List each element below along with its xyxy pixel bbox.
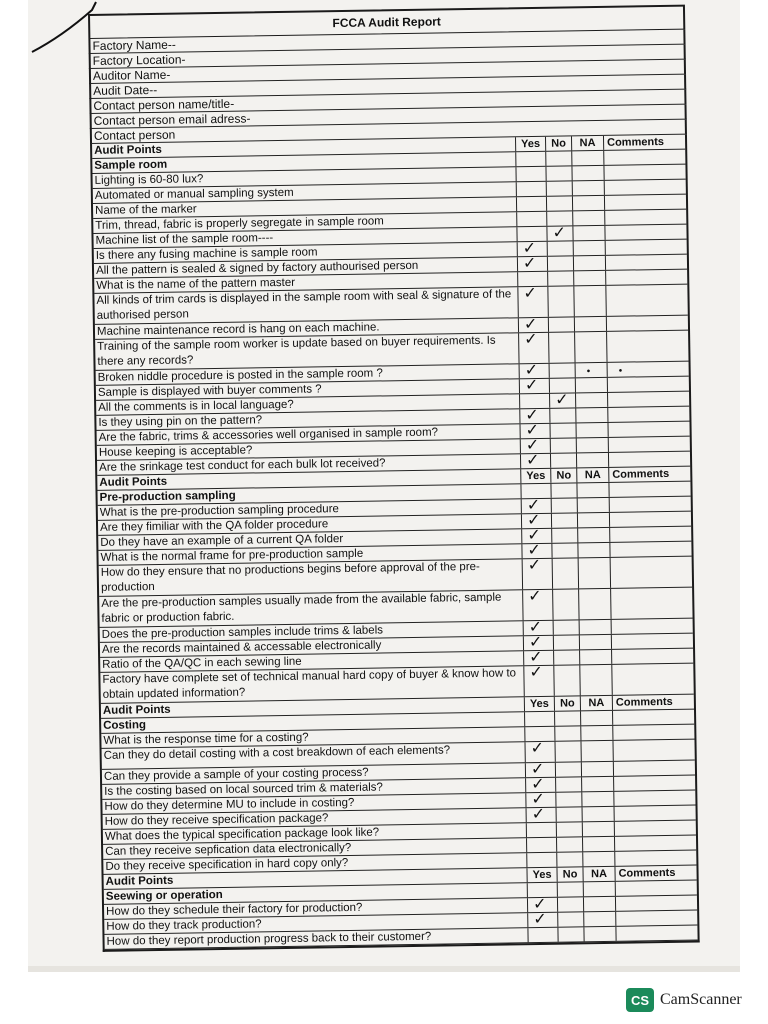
comments-cell bbox=[606, 270, 687, 285]
comments-cell bbox=[610, 512, 691, 527]
comments-cell bbox=[615, 806, 696, 821]
na-cell bbox=[581, 741, 613, 762]
na-cell bbox=[573, 181, 605, 196]
na-cell bbox=[580, 665, 612, 695]
yes-cell bbox=[517, 212, 547, 226]
camscanner-logo-icon: CS bbox=[626, 988, 654, 1012]
no-cell bbox=[547, 181, 573, 195]
na-cell bbox=[584, 912, 616, 927]
no-check-mark: ✓ bbox=[552, 222, 567, 242]
comments-cell bbox=[608, 407, 689, 422]
na-cell bbox=[576, 393, 608, 408]
comments-cell bbox=[608, 392, 689, 407]
yes-check-mark: ✓ bbox=[525, 449, 540, 470]
yes-cell bbox=[527, 823, 557, 837]
audit-item-text: Is there any fusing machine is sample room bbox=[94, 242, 518, 263]
no-cell bbox=[551, 483, 577, 497]
header-no: No bbox=[546, 136, 572, 150]
audit-item-text: What is the name of the pattern master bbox=[94, 272, 518, 293]
comments-cell bbox=[609, 452, 690, 467]
comments-cell bbox=[614, 776, 695, 791]
audit-item-text: Are the fabric, trims & accessories well organised in sample room? bbox=[97, 424, 521, 445]
no-cell bbox=[555, 741, 581, 761]
na-cell bbox=[582, 777, 614, 792]
comments-cell bbox=[613, 710, 694, 725]
comments-cell bbox=[613, 725, 694, 740]
yes-check-mark: ✓ bbox=[523, 282, 537, 303]
yes-cell bbox=[523, 585, 553, 620]
no-check-mark: ✓ bbox=[554, 389, 569, 409]
header-na: NA bbox=[583, 867, 615, 882]
yes-check-mark: ✓ bbox=[530, 737, 545, 758]
yes-check-mark: ✓ bbox=[528, 631, 543, 652]
comments-dot-mark: • bbox=[618, 365, 623, 377]
na-cell bbox=[578, 543, 610, 558]
audit-item-text: Can they do detail costing with a cost breakdown of each elements? bbox=[102, 742, 526, 769]
yes-cell bbox=[518, 282, 548, 317]
audit-item-text: All the comments is in local language? bbox=[96, 394, 520, 415]
yes-check-mark: ✓ bbox=[530, 773, 545, 794]
audit-item-text: How do they schedule their factory for production? bbox=[104, 898, 528, 919]
yes-cell bbox=[521, 449, 551, 470]
report-title: FCCA Audit Report bbox=[88, 5, 685, 39]
no-cell bbox=[549, 317, 575, 331]
yes-check-mark: ✓ bbox=[530, 758, 545, 779]
audit-item-text: Ratio of the QA/QC in each sewing line bbox=[100, 651, 524, 672]
yes-cell bbox=[518, 252, 548, 273]
yes-cell bbox=[524, 661, 554, 696]
na-cell bbox=[576, 423, 608, 438]
header-na: NA bbox=[577, 468, 609, 483]
na-cell bbox=[572, 151, 604, 166]
na-cell bbox=[578, 513, 610, 528]
no-cell bbox=[554, 635, 580, 649]
no-cell bbox=[547, 222, 573, 242]
yes-check-mark: ✓ bbox=[526, 494, 541, 515]
comments-cell bbox=[611, 557, 692, 588]
comments-cell bbox=[616, 881, 697, 896]
no-cell bbox=[557, 837, 583, 851]
camscanner-label: CamScanner bbox=[660, 991, 742, 1008]
no-cell bbox=[556, 777, 582, 791]
no-cell bbox=[557, 822, 583, 836]
comments-cell bbox=[604, 150, 685, 165]
na-cell bbox=[579, 589, 611, 619]
yes-check-mark: ✓ bbox=[525, 434, 540, 455]
na-cell bbox=[581, 726, 613, 741]
comments-cell bbox=[609, 437, 690, 452]
na-cell bbox=[583, 807, 615, 822]
no-cell bbox=[553, 589, 579, 619]
comments-cell bbox=[614, 791, 695, 806]
na-cell bbox=[583, 822, 615, 837]
no-cell bbox=[551, 453, 577, 467]
header-no: No bbox=[557, 867, 583, 881]
no-cell bbox=[548, 286, 574, 316]
audit-item-text: Are the records maintained & accessable electronically bbox=[100, 636, 524, 657]
comments-cell bbox=[610, 542, 691, 557]
na-cell bbox=[574, 271, 606, 286]
comments-cell bbox=[606, 255, 687, 270]
comments-cell bbox=[616, 926, 697, 941]
audit-item-text: Name of the marker bbox=[93, 197, 517, 218]
na-cell bbox=[578, 528, 610, 543]
audit-item-text: What is the response time for a costing? bbox=[101, 727, 525, 748]
comments-cell bbox=[605, 225, 686, 240]
no-cell bbox=[548, 271, 574, 285]
audit-item-text: Machine maintenance record is hang on each machine. bbox=[95, 318, 519, 339]
audit-item-text: How do they report production progress back to their customer? bbox=[104, 928, 528, 949]
yes-check-mark: ✓ bbox=[523, 313, 538, 334]
no-cell bbox=[558, 897, 584, 911]
no-cell bbox=[554, 650, 580, 664]
yes-check-mark: ✓ bbox=[532, 893, 547, 914]
na-cell bbox=[573, 226, 605, 241]
yes-check-mark: ✓ bbox=[524, 374, 539, 395]
comments-cell bbox=[611, 588, 692, 619]
audit-report-sheet bbox=[88, 5, 700, 954]
no-cell bbox=[554, 665, 580, 695]
audit-item-text: Do they have an example of a current QA folder bbox=[98, 529, 522, 550]
no-cell bbox=[549, 332, 575, 362]
comments-cell bbox=[605, 210, 686, 225]
audit-item-text: Is they using pin on the pattern? bbox=[96, 409, 520, 430]
no-cell bbox=[550, 423, 576, 437]
yes-cell bbox=[516, 152, 546, 166]
comments-cell bbox=[605, 180, 686, 195]
comments-cell bbox=[616, 911, 697, 926]
audit-item-text: Lighting is 60-80 lux? bbox=[93, 167, 517, 188]
audit-item-text: All the pattern is sealed & signed by factory authourised person bbox=[94, 257, 518, 278]
info-field: Contact person email adress- bbox=[90, 105, 687, 129]
no-cell bbox=[552, 528, 578, 542]
na-cell bbox=[575, 317, 607, 332]
comments-cell bbox=[608, 362, 689, 377]
yes-check-mark: ✓ bbox=[531, 788, 545, 809]
na-cell bbox=[572, 166, 604, 181]
yes-check-mark: ✓ bbox=[528, 646, 543, 667]
yes-check-mark: ✓ bbox=[527, 539, 542, 560]
na-cell bbox=[575, 332, 607, 362]
audit-item-text: Trim, thread, fabric is properly segregate in sample room bbox=[93, 212, 517, 233]
yes-check-mark: ✓ bbox=[525, 404, 539, 425]
comments-cell bbox=[615, 851, 696, 866]
na-cell bbox=[574, 241, 606, 256]
no-cell bbox=[546, 151, 572, 165]
yes-cell bbox=[519, 328, 549, 363]
audit-item-text: All kinds of trim cards is displayed in the sample room with seal & signature of the authorised person bbox=[94, 287, 518, 324]
no-cell bbox=[557, 807, 583, 821]
yes-cell bbox=[517, 182, 547, 196]
yes-check-mark: ✓ bbox=[526, 509, 541, 530]
comments-cell bbox=[609, 482, 690, 497]
audit-item-text: Automated or manual sampling system bbox=[93, 182, 517, 203]
na-cell bbox=[583, 837, 615, 852]
na-cell bbox=[581, 711, 613, 726]
info-field: Contact person bbox=[90, 120, 687, 144]
audit-item-text: Are the srinkage test conduct for each bulk lot received? bbox=[97, 454, 521, 475]
header-no: No bbox=[555, 696, 581, 710]
no-cell bbox=[550, 408, 576, 422]
yes-cell bbox=[520, 374, 550, 395]
header-audit-points: Audit Points bbox=[97, 469, 521, 490]
audit-item-text: House keeping is acceptable? bbox=[97, 439, 521, 460]
na-cell bbox=[578, 498, 610, 513]
comments-cell bbox=[604, 165, 685, 180]
audit-item-text: Sample is displayed with buyer comments ? bbox=[96, 379, 520, 400]
comments-cell bbox=[607, 316, 688, 331]
comments-cell bbox=[612, 649, 693, 664]
header-no: No bbox=[551, 468, 577, 482]
yes-check-mark: ✓ bbox=[525, 419, 540, 440]
comments-cell bbox=[616, 896, 697, 911]
no-cell bbox=[552, 543, 578, 557]
comments-cell bbox=[605, 195, 686, 210]
comments-cell bbox=[606, 285, 687, 316]
na-dot-mark: • bbox=[586, 366, 591, 378]
comments-cell bbox=[608, 422, 689, 437]
audit-item-text: Factory have complete set of technical manual hard copy of buyer & know how to obtain updated information? bbox=[100, 666, 524, 703]
yes-cell bbox=[527, 853, 557, 867]
yes-check-mark: ✓ bbox=[529, 661, 543, 682]
comments-cell bbox=[615, 821, 696, 836]
no-cell bbox=[558, 927, 584, 941]
na-cell bbox=[576, 378, 608, 393]
na-cell bbox=[577, 438, 609, 453]
audit-item-text: Broken niddle procedure is posted in the sample room ? bbox=[96, 364, 520, 385]
audit-item-text: What is the normal frame for pre-production sample bbox=[98, 544, 522, 565]
no-cell bbox=[554, 620, 580, 634]
yes-check-mark: ✓ bbox=[528, 616, 543, 637]
yes-check-mark: ✓ bbox=[528, 585, 542, 606]
yes-check-mark: ✓ bbox=[533, 908, 547, 929]
yes-check-mark: ✓ bbox=[527, 554, 542, 575]
no-cell bbox=[555, 711, 581, 725]
na-cell bbox=[576, 408, 608, 423]
header-yes: Yes bbox=[525, 697, 555, 711]
header-audit-points: Audit Points bbox=[101, 697, 525, 718]
na-cell bbox=[582, 762, 614, 777]
na-cell bbox=[577, 453, 609, 468]
na-cell bbox=[580, 635, 612, 650]
comments-cell bbox=[612, 634, 693, 649]
audit-item-text: How do they track production? bbox=[104, 913, 528, 934]
no-cell bbox=[553, 558, 579, 588]
header-yes: Yes bbox=[527, 868, 557, 882]
no-cell bbox=[548, 256, 574, 270]
no-cell bbox=[555, 726, 581, 740]
audit-table bbox=[90, 135, 700, 952]
yes-cell bbox=[528, 908, 558, 929]
na-cell bbox=[580, 620, 612, 635]
na-cell bbox=[580, 650, 612, 665]
audit-item-text: Can they provide a sample of your costing process? bbox=[102, 763, 526, 784]
yes-check-mark: ✓ bbox=[524, 359, 539, 380]
no-cell bbox=[550, 389, 576, 409]
na-cell bbox=[576, 363, 608, 378]
no-cell bbox=[558, 882, 584, 896]
comments-cell bbox=[614, 761, 695, 776]
no-cell bbox=[546, 166, 572, 180]
na-cell bbox=[584, 927, 616, 942]
yes-cell bbox=[527, 838, 557, 852]
comments-cell bbox=[610, 527, 691, 542]
header-audit-points: Audit Points bbox=[92, 137, 516, 158]
audit-item-text: Machine list of the sample room---- bbox=[93, 227, 517, 248]
yes-check-mark: ✓ bbox=[527, 524, 541, 545]
no-cell bbox=[550, 363, 576, 377]
no-cell bbox=[552, 513, 578, 527]
no-cell bbox=[552, 498, 578, 512]
comments-cell bbox=[613, 740, 694, 761]
header-comments: Comments bbox=[618, 866, 676, 880]
na-cell bbox=[573, 211, 605, 226]
comments-cell bbox=[608, 377, 689, 392]
no-cell bbox=[547, 196, 573, 210]
no-cell bbox=[556, 762, 582, 776]
yes-cell bbox=[516, 167, 546, 181]
audit-item-text: Are the pre-production samples usually made from the available fabric, sample fabric or production fabric. bbox=[99, 590, 523, 627]
header-comments: Comments bbox=[615, 695, 673, 709]
comments-cell bbox=[606, 240, 687, 255]
comments-cell bbox=[612, 619, 693, 634]
header-na: NA bbox=[581, 696, 613, 711]
audit-item-text: What does the typical specification package look like? bbox=[103, 823, 527, 844]
section-title: Sample room bbox=[92, 152, 516, 173]
no-cell bbox=[556, 792, 582, 806]
camscanner-watermark bbox=[626, 988, 742, 1012]
info-field: Factory Location- bbox=[89, 45, 686, 69]
no-cell bbox=[558, 912, 584, 926]
na-cell bbox=[583, 852, 615, 867]
audit-item-text: How do they receive specification package? bbox=[103, 808, 527, 829]
audit-item-text: How do they determine MU to include in costing? bbox=[102, 793, 526, 814]
no-cell bbox=[551, 438, 577, 452]
audit-item-text: Training of the sample room worker is update based on buyer requirements. Is there any records? bbox=[95, 333, 519, 370]
yes-cell bbox=[527, 803, 557, 824]
yes-check-mark: ✓ bbox=[522, 252, 537, 273]
na-cell bbox=[574, 286, 606, 316]
comments-cell bbox=[615, 836, 696, 851]
info-fields bbox=[88, 30, 687, 144]
no-cell bbox=[548, 241, 574, 255]
na-cell bbox=[584, 897, 616, 912]
na-cell bbox=[577, 483, 609, 498]
audit-item-text: Does the pre-production samples include trims & labels bbox=[100, 621, 524, 642]
header-comments: Comments bbox=[606, 135, 665, 149]
no-cell bbox=[557, 852, 583, 866]
comments-cell bbox=[612, 664, 693, 695]
page-edge bbox=[28, 966, 740, 972]
na-cell bbox=[579, 558, 611, 588]
yes-check-mark: ✓ bbox=[522, 237, 537, 258]
header-yes: Yes bbox=[516, 137, 546, 151]
na-cell bbox=[582, 792, 614, 807]
header-yes: Yes bbox=[521, 469, 551, 483]
header-comments: Comments bbox=[612, 467, 670, 481]
audit-item-text: Are they fimiliar with the QA folder procedure bbox=[98, 514, 522, 535]
info-field: Factory Name-- bbox=[88, 30, 685, 54]
audit-item-text: Do they receive specification in hard copy only? bbox=[103, 853, 527, 874]
section-title: Pre-production sampling bbox=[97, 484, 521, 505]
yes-cell bbox=[523, 554, 553, 589]
audit-item-text: Can they receive sepfication data electronically? bbox=[103, 838, 527, 859]
comments-cell bbox=[610, 497, 691, 512]
info-field: Audit Date-- bbox=[89, 75, 686, 99]
yes-cell bbox=[525, 712, 555, 726]
yes-check-mark: ✓ bbox=[524, 328, 538, 349]
header-na: NA bbox=[572, 136, 604, 151]
header-audit-points: Audit Points bbox=[104, 868, 528, 889]
info-field: Contact person name/title- bbox=[89, 90, 686, 114]
section-title: Seewing or operation bbox=[104, 883, 528, 904]
comments-cell bbox=[607, 331, 688, 362]
na-cell bbox=[573, 196, 605, 211]
yes-check-mark: ✓ bbox=[531, 803, 546, 824]
yes-cell bbox=[517, 197, 547, 211]
audit-item-text: Is the costing based on local sourced trim & materials? bbox=[102, 778, 526, 799]
section-title: Costing bbox=[101, 712, 525, 733]
audit-item-text: How do they ensure that no productions begins before approval of the pre-production bbox=[99, 559, 523, 596]
audit-item-text: What is the pre-production sampling procedure bbox=[98, 499, 522, 520]
na-cell bbox=[574, 256, 606, 271]
yes-cell bbox=[528, 928, 558, 942]
na-cell bbox=[584, 882, 616, 897]
info-field: Auditor Name- bbox=[89, 60, 686, 84]
